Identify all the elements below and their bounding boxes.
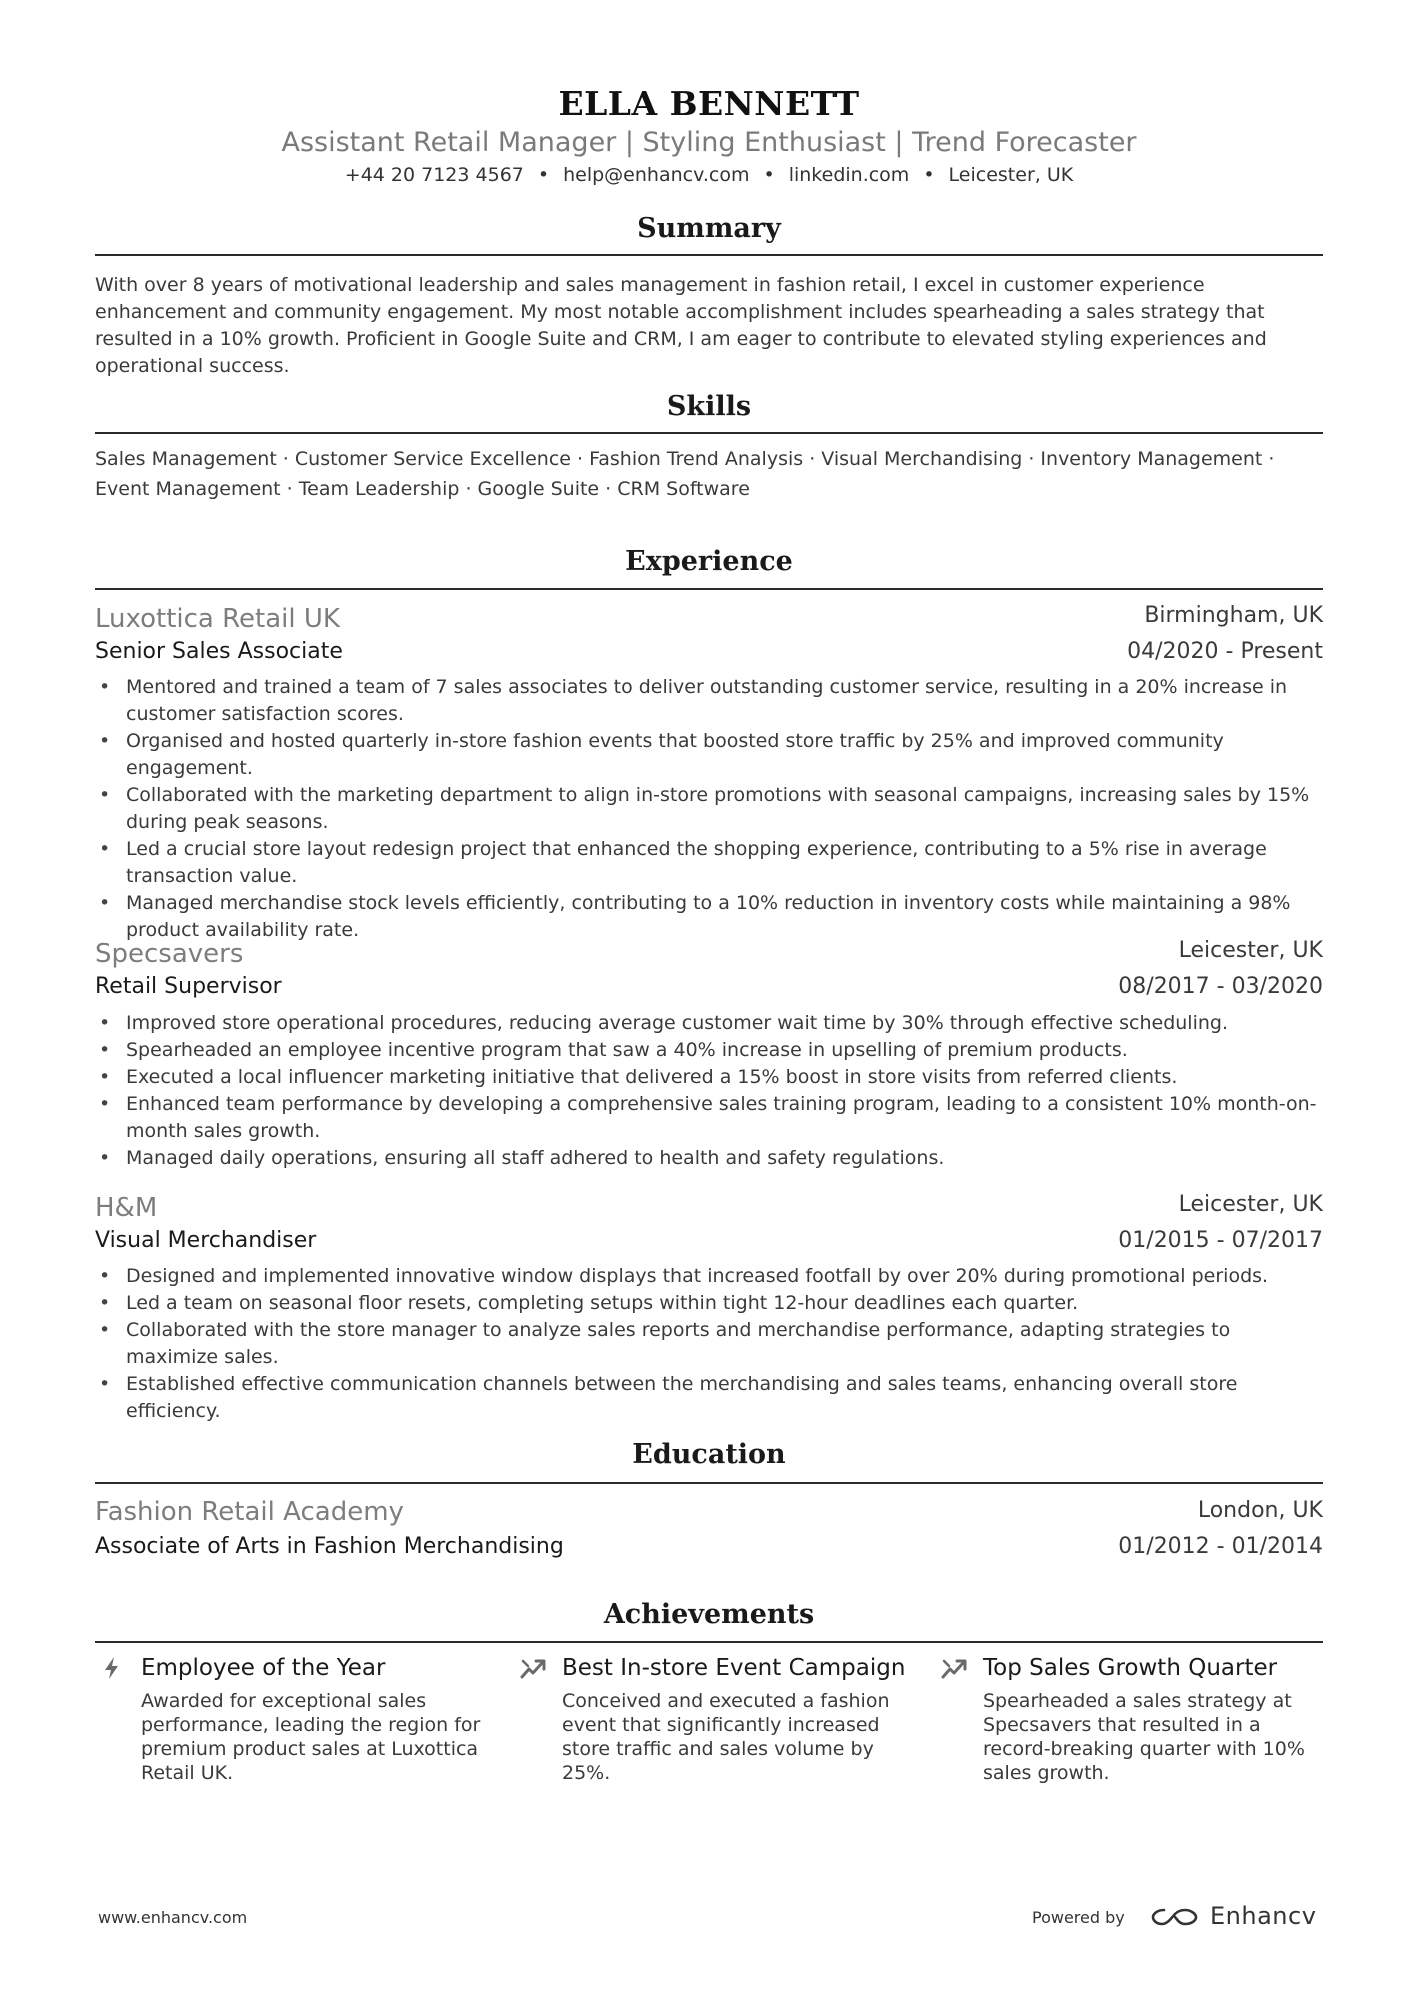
skills-line-1: Sales Management · Customer Service Excellence · Fashion Trend Analysis · Visual Merchandising · Inventory Management ·: [95, 448, 1275, 470]
linkedin-link[interactable]: linkedin.com: [788, 164, 910, 186]
job-company: Specsavers: [95, 939, 244, 969]
list-item: • Mentored and trained a team of 7 sales associates to deliver outstanding customer service, resulting in a 20% increase in customer satisfaction scores.: [95, 674, 1323, 728]
list-item: • Collaborated with the store manager to analyze sales reports and merchandise performance, adapting strategies to maximize sales.: [95, 1317, 1323, 1371]
candidate-name: ELLA BENNETT: [558, 84, 860, 123]
list-item: • Managed daily operations, ensuring all staff adhered to health and safety regulations.: [95, 1145, 1323, 1172]
school-location: London, UK: [1197, 1498, 1323, 1523]
email-link[interactable]: help@enhancv.com: [563, 164, 750, 186]
list-item: • Established effective communication channels between the merchandising and sales teams, enhancing overall store efficiency.: [95, 1371, 1323, 1425]
lightning-icon: [99, 1655, 125, 1681]
list-item: • Collaborated with the marketing department to align in-store promotions with seasonal campaigns, increasing sales by 15% during peak seasons.: [95, 782, 1323, 836]
location: Leicester, UK: [948, 164, 1074, 186]
list-item: • Enhanced team performance by developing a comprehensive sales training program, leading to a consistent 10% month-on-month sales growth.: [95, 1091, 1323, 1145]
achievement-description: Awarded for exceptional sales performance, leading the region for premium product sales at Luxottica Retail UK.: [141, 1690, 481, 1784]
phone: +44 20 7123 4567: [344, 164, 524, 186]
summary-heading: Summary: [637, 213, 781, 244]
job-bullets: [95, 674, 1323, 944]
job-role: Retail Supervisor: [95, 974, 282, 999]
skills-heading: Skills: [666, 391, 752, 422]
achievements-heading: Achievements: [603, 1599, 815, 1630]
footer-brand: [1032, 1900, 1332, 1932]
job-location: Leicester, UK: [1178, 1192, 1323, 1217]
enhancv-logo-icon: [1150, 1904, 1200, 1934]
job-bullets: [95, 1263, 1323, 1425]
job-location: Birmingham, UK: [1144, 603, 1323, 628]
job-dates: 01/2015 - 07/2017: [1118, 1228, 1323, 1253]
list-item: • Executed a local influencer marketing initiative that delivered a 15% boost in store visits from referred clients.: [95, 1064, 1323, 1091]
school-name: Fashion Retail Academy: [95, 1497, 404, 1527]
list-item: • Designed and implemented innovative window displays that increased footfall by over 20% during promotional periods.: [95, 1263, 1323, 1290]
experience-divider: [95, 588, 1323, 590]
education-heading: Education: [632, 1439, 786, 1470]
list-item: • Improved store operational procedures, reducing average customer wait time by 30% through effective scheduling.: [95, 1010, 1323, 1037]
achievement-description: Conceived and executed a fashion event that significantly increased store traffic and sales volume by 25%.: [562, 1690, 890, 1784]
separator-dot: •: [923, 164, 935, 186]
contact-line: [95, 162, 1323, 188]
experience-heading: Experience: [625, 546, 793, 577]
separator-dot: •: [537, 164, 550, 186]
list-item: • Led a crucial store layout redesign project that enhanced the shopping experience, contributing to a 5% rise in average transaction value.: [95, 836, 1323, 890]
summary-text: With over 8 years of motivational leadership and sales management in fashion retail, I excel in customer experience enhancement and community engagement. My most notable accomplishment includes spearheading a sales strategy that resulted in a 10% growth. Proficient in Google Suite and CRM, I am eager to contribute to elevated styling experiences and operational success.: [95, 274, 1267, 377]
education-dates: 01/2012 - 01/2014: [1118, 1534, 1323, 1559]
achievements-divider: [95, 1641, 1323, 1643]
job-dates: 08/2017 - 03/2020: [1118, 974, 1323, 999]
achievement-description: Spearheaded a sales strategy at Specsavers that resulted in a record-breaking quarter with 10% sales growth.: [983, 1690, 1305, 1784]
separator-dot: •: [763, 164, 775, 186]
trending-up-icon: [520, 1655, 546, 1681]
footer-website-link[interactable]: www.enhancv.com: [98, 1908, 248, 1927]
job-location: Leicester, UK: [1178, 938, 1323, 963]
degree: Associate of Arts in Fashion Merchandising: [95, 1534, 564, 1559]
list-item: • Organised and hosted quarterly in-store fashion events that boosted store traffic by 25% and improved community engagement.: [95, 728, 1323, 782]
list-item: • Managed merchandise stock levels efficiently, contributing to a 10% reduction in inventory costs while maintaining a 98% product availability rate.: [95, 890, 1323, 944]
list-item: • Led a team on seasonal floor resets, completing setups within tight 12-hour deadlines each quarter.: [95, 1290, 1323, 1317]
job-company: H&M: [95, 1193, 158, 1223]
job-company: Luxottica Retail UK: [95, 604, 340, 634]
job-bullets: [95, 1010, 1323, 1172]
skills-divider: [95, 432, 1323, 434]
education-divider: [95, 1482, 1323, 1484]
achievement-title: Best In-store Event Campaign: [562, 1655, 906, 1681]
job-role: Senior Sales Associate: [95, 639, 343, 664]
powered-by-label: Powered by: [1032, 1908, 1125, 1927]
summary-divider: [95, 254, 1323, 256]
achievement-title: Employee of the Year: [141, 1655, 386, 1681]
skills-line-2: Event Management · Team Leadership · Google Suite · CRM Software: [95, 478, 750, 500]
list-item: • Spearheaded an employee incentive program that saw a 40% increase in upselling of premium products.: [95, 1037, 1323, 1064]
trending-up-icon: [941, 1655, 967, 1681]
job-dates: 04/2020 - Present: [1127, 639, 1323, 664]
job-role: Visual Merchandiser: [95, 1228, 317, 1253]
achievement-title: Top Sales Growth Quarter: [983, 1655, 1278, 1681]
brand-name: Enhancv: [1210, 1902, 1317, 1930]
candidate-tagline: Assistant Retail Manager | Styling Enthusiast | Trend Forecaster: [281, 127, 1137, 158]
